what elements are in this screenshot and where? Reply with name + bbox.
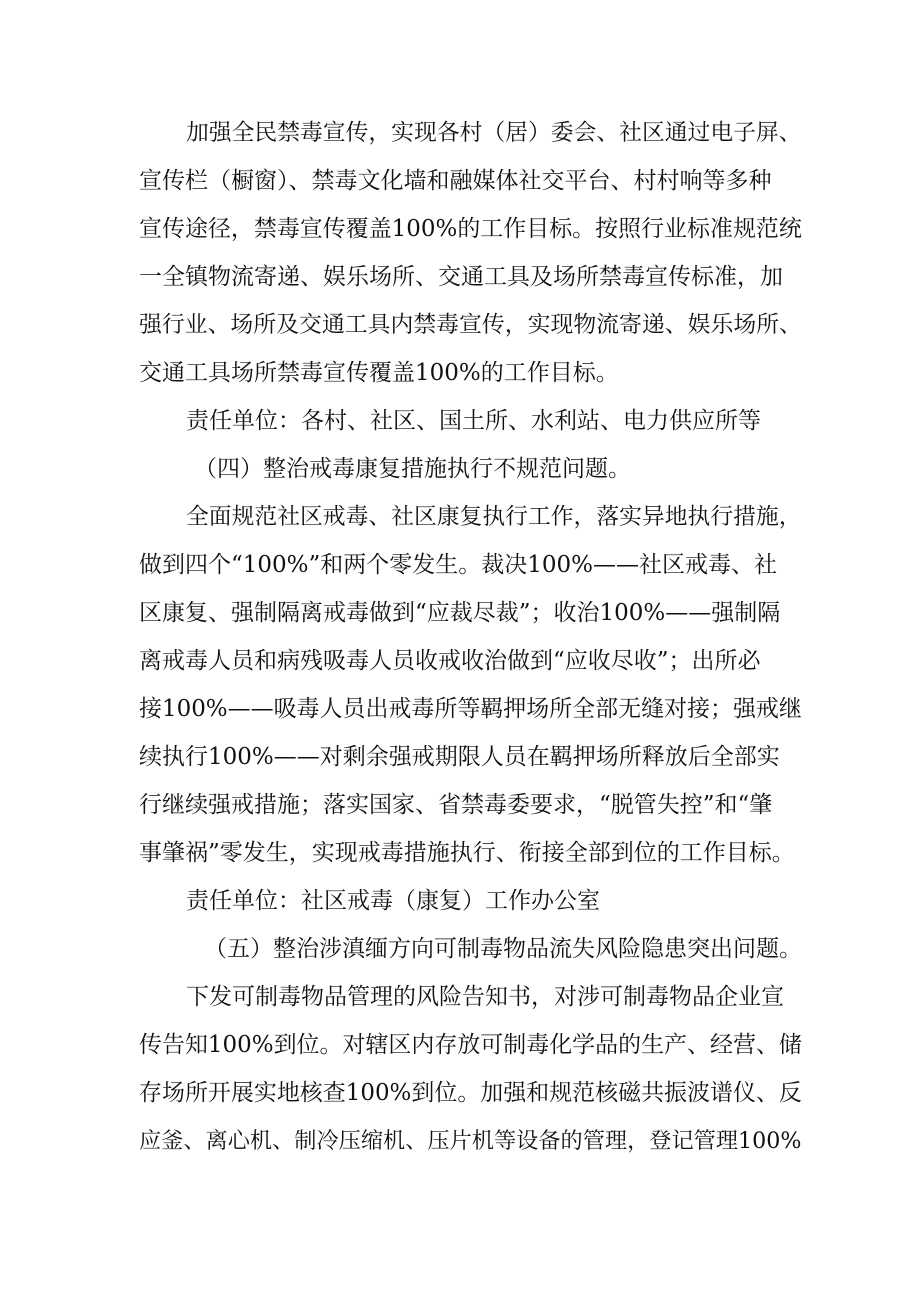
paragraph-line: 行继续强戒措施；落实国家、省禁毒委要求，“脱管失控”和“肇: [139, 792, 773, 818]
paragraph-line: 下发可制毒物品管理的风险告知书，对涉可制毒物品企业宣: [186, 984, 784, 1010]
paragraph-line: 全面规范社区戒毒、社区康复执行工作，落实异地执行措施，: [186, 504, 802, 530]
section-heading: （五）整治涉滇缅方向可制毒物品流失风险隐患突出问题。: [204, 936, 802, 962]
paragraph-line: 传告知100%到位。对辖区内存放可制毒化学品的生产、经营、储: [139, 1032, 802, 1058]
paragraph-line: 续执行100%——对剩余强戒期限人员在羁押场所释放后全部实: [139, 744, 780, 770]
paragraph-line: 交通工具场所禁毒宣传覆盖100%的工作目标。: [139, 360, 619, 386]
paragraph-line: 宣传途径，禁毒宣传覆盖100%的工作目标。按照行业标准规范统: [139, 216, 802, 242]
paragraph-line: 事肇祸”零发生，实现戒毒措施执行、衔接全部到位的工作目标。: [139, 840, 795, 866]
paragraph-line: 加强全民禁毒宣传，实现各村（居）委会、社区通过电子屏、: [186, 120, 802, 146]
paragraph-line: 离戒毒人员和病残吸毒人员收戒收治做到“应收尽收”；出所必: [139, 648, 761, 674]
paragraph-line: 一全镇物流寄递、娱乐场所、交通工具及场所禁毒宣传标准，加: [139, 264, 783, 290]
paragraph-line: 强行业、场所及交通工具内禁毒宣传，实现物流寄递、娱乐场所、: [139, 312, 802, 338]
responsible-unit-line: 责任单位：社区戒毒（康复）工作办公室: [186, 888, 600, 914]
paragraph-line: 宣传栏（橱窗）、禁毒文化墙和融媒体社交平台、村村响等多种: [139, 168, 772, 194]
paragraph-line: 存场所开展实地核查100%到位。加强和规范核磁共振波谱仪、反: [139, 1080, 802, 1106]
section-heading: （四）整治戒毒康复措施执行不规范问题。: [194, 456, 631, 482]
paragraph-line: 区康复、强制隔离戒毒做到“应裁尽裁”；收治100%——强制隔: [139, 600, 781, 626]
paragraph-line: 做到四个“100%”和两个零发生。裁决100%——社区戒毒、社: [139, 552, 778, 578]
paragraph-line: 应釜、离心机、制冷压缩机、压片机等设备的管理，登记管理100%: [139, 1128, 802, 1154]
paragraph-line: 接100%——吸毒人员出戒毒所等羁押场所全部无缝对接；强戒继: [139, 696, 802, 722]
responsible-unit-line: 责任单位：各村、社区、国土所、水利站、电力供应所等: [186, 408, 761, 434]
